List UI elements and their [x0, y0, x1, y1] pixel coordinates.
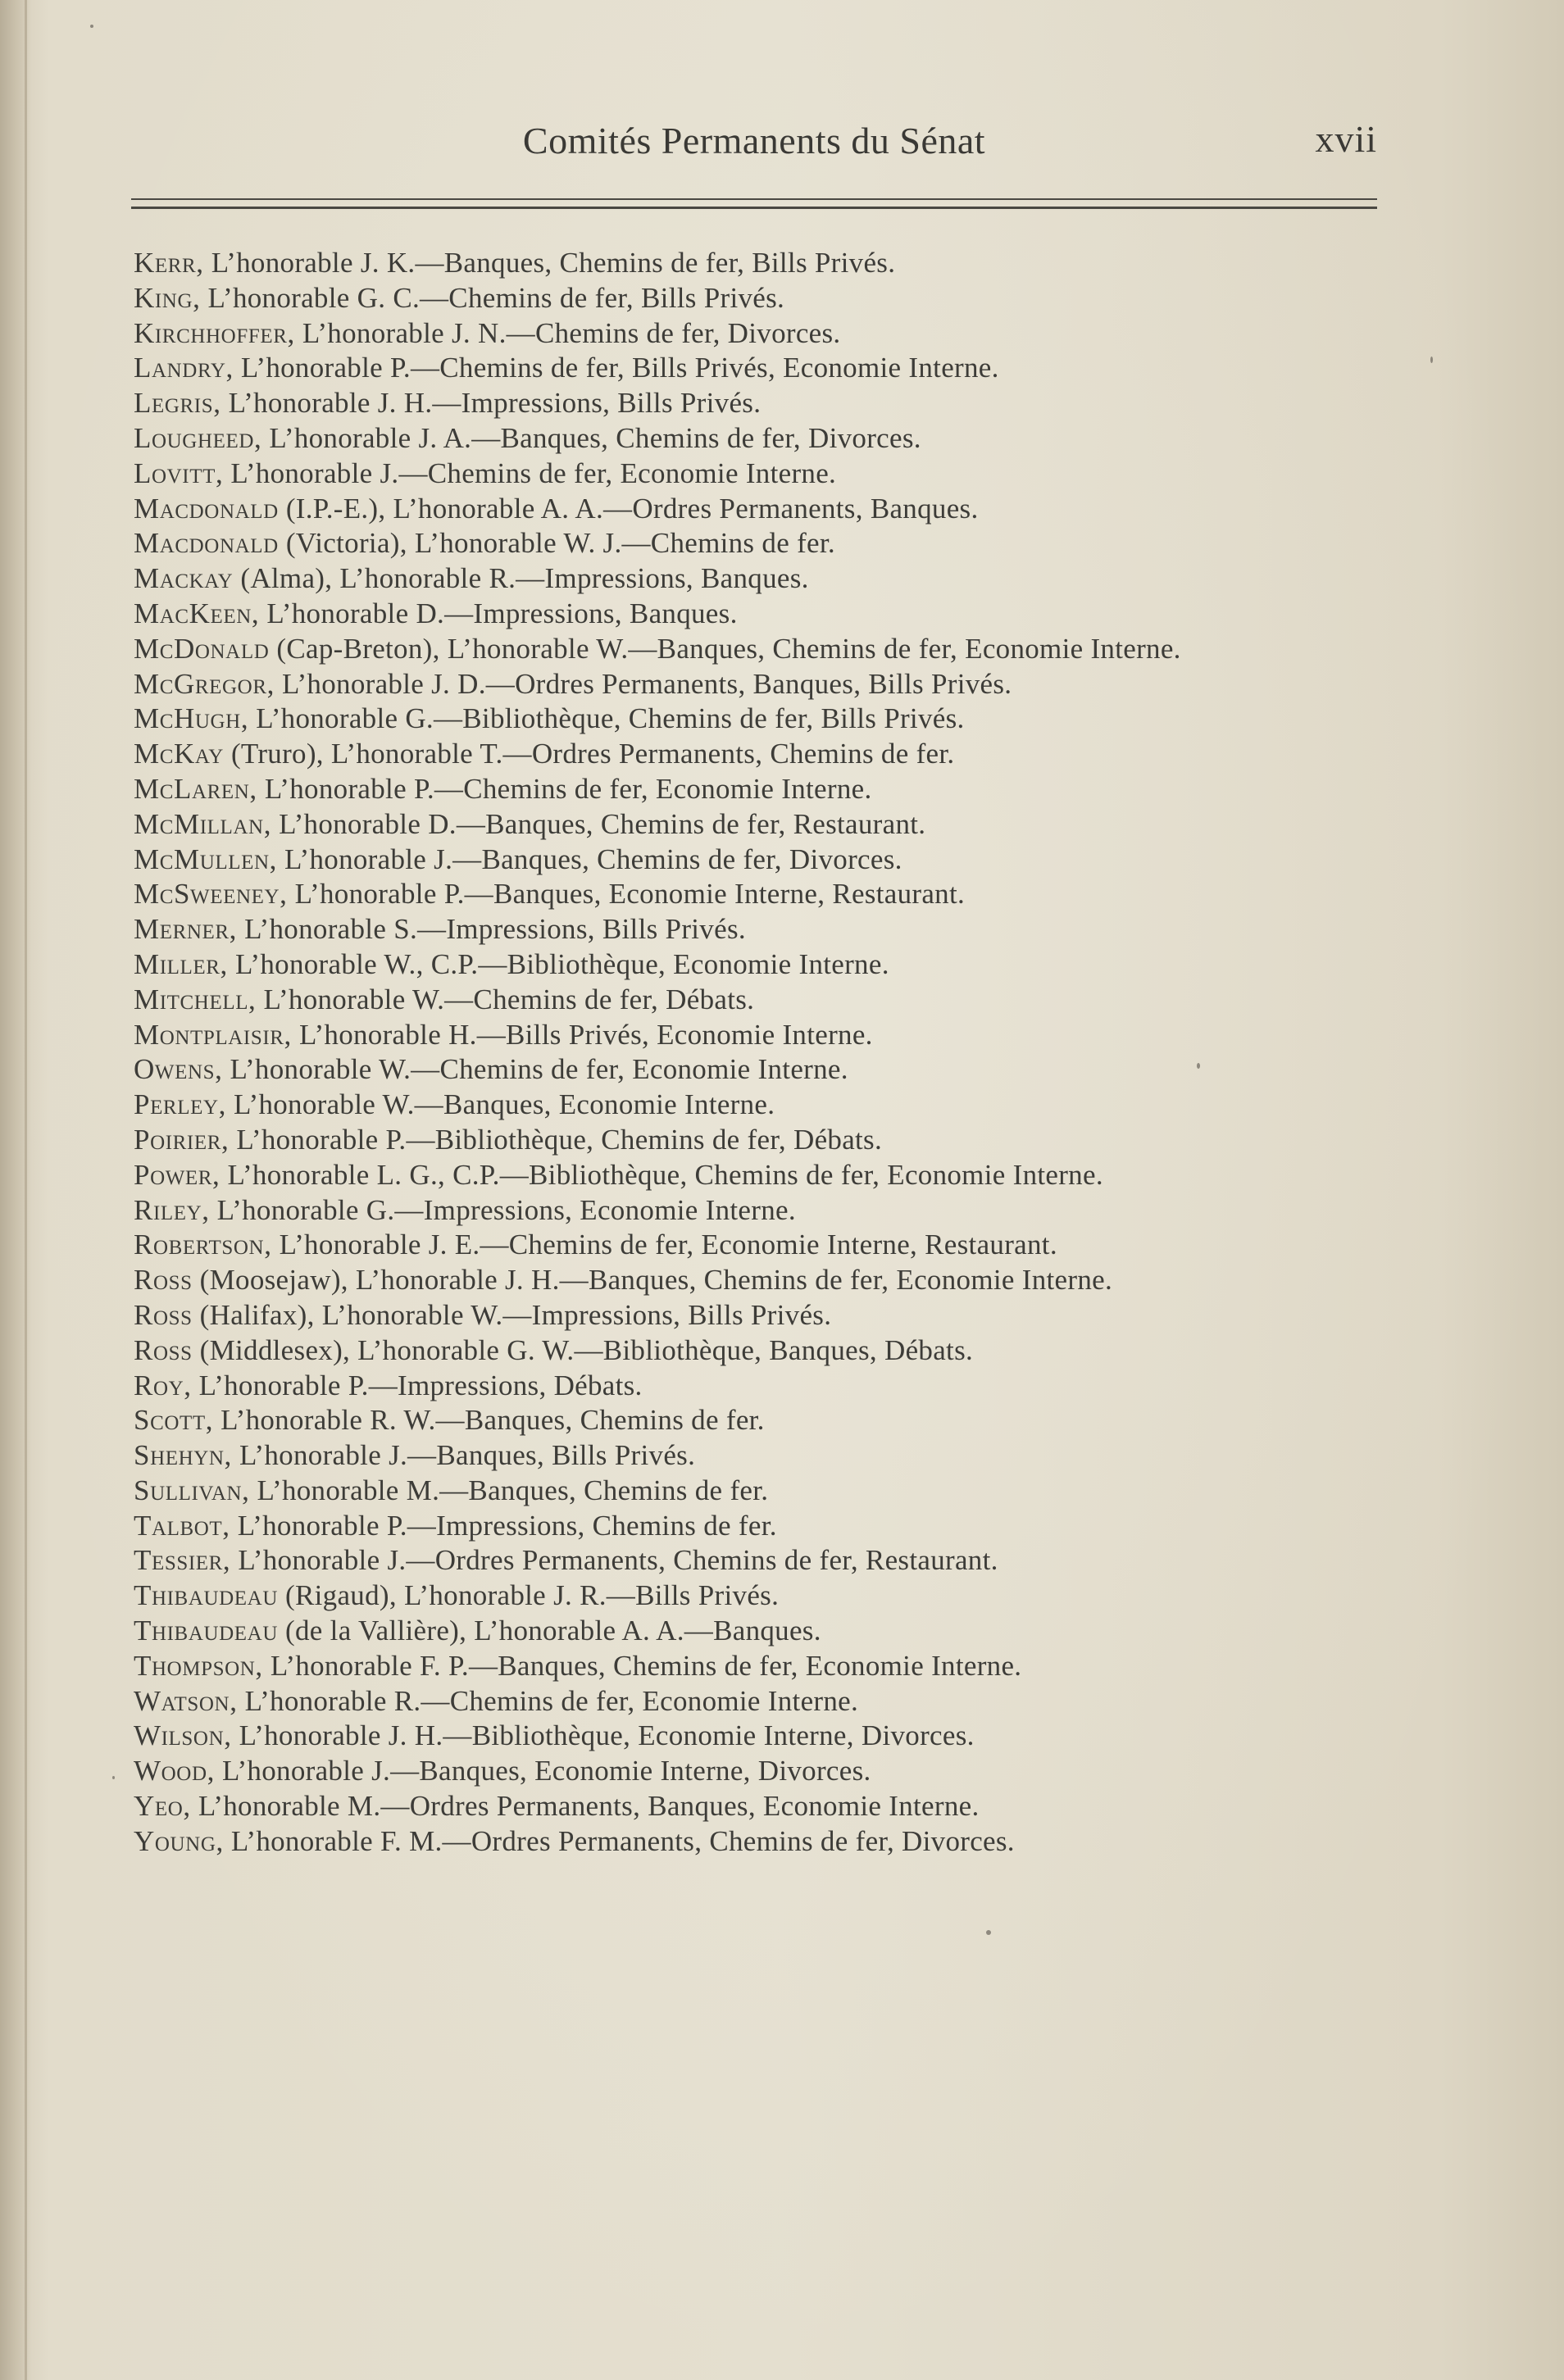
senator-name: McMullen, [134, 843, 277, 875]
committee-assignments: L’honorable R.—Chemins de fer, Economie Interne. [237, 1684, 859, 1717]
list-item [134, 1403, 1412, 1438]
senator-name: Kirchhoffer, [134, 316, 295, 349]
senator-name: McMillan, [134, 807, 272, 840]
senator-name: Young, [134, 1824, 224, 1857]
committee-assignments: (I.P.-E.), L’honorable A. A.—Ordres Permanents, Banques. [278, 492, 979, 525]
committee-assignments: L’honorable J. H.—Impressions, Bills Privés. [221, 387, 762, 420]
list-item [134, 421, 1412, 456]
senator-name: Landry, [134, 352, 234, 384]
committee-assignments: L’honorable P.—Bibliothèque, Chemins de fer, Débats. [229, 1123, 883, 1156]
committee-assignments: L’honorable P.—Impressions, Chemins de fer. [230, 1509, 777, 1542]
committee-assignments: (Moosejaw), L’honorable J. H.—Banques, Chemins de fer, Economie Interne. [192, 1264, 1113, 1297]
senator-name: Riley, [134, 1193, 210, 1226]
senator-name: Legris, [134, 387, 221, 420]
list-item [134, 1369, 1412, 1404]
committee-assignments: L’honorable G. C.—Chemins de fer, Bills Privés. [200, 281, 785, 314]
list-item [134, 526, 1412, 561]
list-item [134, 807, 1412, 843]
paper-speck [112, 1776, 115, 1779]
list-item [134, 667, 1412, 702]
senator-name: Yeo, [134, 1790, 191, 1823]
list-item [134, 1263, 1412, 1298]
list-item [134, 1754, 1412, 1789]
list-item [134, 1578, 1412, 1614]
committee-assignments: L’honorable P.—Banques, Economie Interne, Restaurant. [287, 878, 966, 911]
senator-name: McSweeney, [134, 878, 288, 911]
list-item [134, 1824, 1412, 1860]
committee-assignments: L’honorable J. E.—Chemins de fer, Economie Interne, Restaurant. [271, 1229, 1057, 1261]
list-item [134, 877, 1412, 912]
committee-assignments: L’honorable J. A.—Banques, Chemins de fer, Divorces. [261, 421, 921, 454]
list-item [134, 386, 1412, 421]
senator-name: McHugh, [134, 702, 249, 735]
senator-name: Roy, [134, 1369, 192, 1401]
list-item [134, 1474, 1412, 1509]
senator-name: Merner, [134, 913, 238, 946]
senator-name: Talbot, [134, 1509, 230, 1542]
committee-assignments: L’honorable J. K.—Banques, Chemins de fer, Bills Privés. [203, 247, 896, 279]
committee-assignments: L’honorable J.—Banques, Bills Privés. [231, 1439, 696, 1472]
senator-name: Wilson, [134, 1719, 232, 1752]
committee-assignments: L’honorable D.—Banques, Chemins de fer, Restaurant. [271, 807, 926, 840]
committee-assignments: (Cap-Breton), L’honorable W.—Banques, Chemins de fer, Economie Interne. [269, 632, 1181, 665]
senator-committee-list [134, 246, 1412, 1860]
committee-assignments: L’honorable J.—Ordres Permanents, Chemins de fer, Restaurant. [230, 1544, 998, 1577]
committee-assignments: (Middlesex), L’honorable G. W.—Bibliothèque, Banques, Débats. [192, 1333, 974, 1366]
committee-assignments: L’honorable J.—Banques, Chemins de fer, Divorces. [277, 843, 902, 875]
list-item [134, 1298, 1412, 1333]
committee-assignments: L’honorable M.—Banques, Chemins de fer. [249, 1474, 769, 1506]
list-item [134, 456, 1412, 492]
committee-assignments: L’honorable J. H.—Bibliothèque, Economie Interne, Divorces. [231, 1719, 975, 1752]
senator-name: Wood, [134, 1755, 215, 1787]
list-item [134, 912, 1412, 947]
list-item [134, 561, 1412, 597]
running-head [131, 119, 1377, 176]
gutter-line [25, 0, 27, 2380]
senator-name: Tessier, [134, 1544, 231, 1577]
list-item [134, 1438, 1412, 1474]
senator-name: King, [134, 281, 201, 314]
senator-name: McLaren, [134, 772, 257, 805]
committee-assignments: L’honorable G.—Bibliothèque, Chemins de fer, Bills Privés. [248, 702, 965, 735]
committee-assignments: L’honorable F. M.—Ordres Permanents, Chemins de fer, Divorces. [223, 1824, 1015, 1857]
list-item [134, 1649, 1412, 1684]
senator-name: Miller, [134, 947, 228, 980]
list-item [134, 1228, 1412, 1263]
list-item [134, 632, 1412, 667]
list-item [134, 702, 1412, 737]
committee-assignments: (Victoria), L’honorable W. J.—Chemins de fer. [278, 527, 835, 560]
list-item [134, 281, 1412, 316]
header-rule-thin [131, 198, 1377, 200]
senator-name: Poirier, [134, 1123, 230, 1156]
senator-name: Watson, [134, 1684, 238, 1717]
list-item [134, 1684, 1412, 1719]
senator-name: Macdonald [134, 492, 279, 525]
committee-assignments: L’honorable J. D.—Ordres Permanents, Banques, Bills Privés. [274, 667, 1012, 700]
senator-name: Power, [134, 1158, 221, 1191]
senator-name: Mackay [134, 562, 234, 595]
senator-name: MacKeen, [134, 597, 260, 629]
committee-assignments: L’honorable S.—Impressions, Bills Privés. [237, 913, 746, 946]
senator-name: McGregor, [134, 667, 275, 700]
committee-assignments: L’honorable J. N.—Chemins de fer, Divorces. [294, 316, 841, 349]
page-number: xvii [1315, 118, 1377, 160]
committee-assignments: L’honorable P.—Chemins de fer, Economie Interne. [257, 772, 872, 805]
list-item [134, 1088, 1412, 1123]
committee-assignments: L’honorable W.—Banques, Economie Interne. [225, 1088, 775, 1121]
list-item [134, 1614, 1412, 1649]
header-rule-thick [131, 207, 1377, 209]
senator-name: Scott, [134, 1404, 214, 1437]
paper-speck [1430, 357, 1433, 363]
list-item [134, 1052, 1412, 1088]
senator-name: Sullivan, [134, 1474, 250, 1506]
list-item [134, 1018, 1412, 1053]
senator-name: Kerr, [134, 247, 204, 279]
committee-assignments: L’honorable J.—Chemins de fer, Economie Interne. [223, 456, 837, 489]
list-item [134, 983, 1412, 1018]
senator-name: Lovitt, [134, 456, 224, 489]
senator-name: McKay [134, 738, 224, 770]
senator-name: Ross [134, 1298, 193, 1331]
committee-assignments: (Truro), L’honorable T.—Ordres Permanents, Chemins de fer. [223, 738, 955, 770]
committee-assignments: (Rigaud), L’honorable J. R.—Bills Privés. [277, 1579, 780, 1612]
list-item [134, 597, 1412, 632]
list-item [134, 492, 1412, 527]
running-title: Comités Permanents du Sénat [522, 120, 986, 161]
senator-name: Mitchell, [134, 983, 257, 1015]
committee-assignments: L’honorable D.—Impressions, Banques. [259, 597, 738, 629]
list-item [134, 1158, 1412, 1193]
list-item [134, 1193, 1412, 1229]
committee-assignments: (de la Vallière), L’honorable A. A.—Banques. [277, 1615, 821, 1647]
senator-name: Lougheed, [134, 421, 262, 454]
committee-assignments: L’honorable L. G., C.P.—Bibliothèque, Chemins de fer, Economie Interne. [220, 1158, 1103, 1191]
paper-speck [986, 1930, 991, 1935]
list-item [134, 1719, 1412, 1754]
committee-assignments: L’honorable H.—Bills Privés, Economie Interne. [291, 1018, 873, 1051]
committee-assignments: L’honorable W.—Chemins de fer, Débats. [256, 983, 755, 1015]
senator-name: Ross [134, 1264, 193, 1297]
paper-speck [1197, 1063, 1200, 1069]
senator-name: Owens, [134, 1053, 223, 1086]
senator-name: Macdonald [134, 527, 279, 560]
senator-name: Robertson, [134, 1229, 272, 1261]
list-item [134, 737, 1412, 772]
list-item [134, 772, 1412, 807]
list-item [134, 316, 1412, 352]
list-item [134, 1333, 1412, 1369]
list-item [134, 1789, 1412, 1824]
senator-name: Shehyn, [134, 1439, 232, 1472]
committee-assignments: L’honorable W.—Chemins de fer, Economie Interne. [222, 1053, 848, 1086]
senator-name: Perley, [134, 1088, 226, 1121]
list-item [134, 843, 1412, 878]
senator-name: Thibaudeau [134, 1579, 278, 1612]
senator-name: Ross [134, 1333, 193, 1366]
committee-assignments: (Halifax), L’honorable W.—Impressions, Bills Privés. [192, 1298, 832, 1331]
senator-name: Montplaisir, [134, 1018, 292, 1051]
committee-assignments: L’honorable J.—Banques, Economie Interne, Divorces. [214, 1755, 871, 1787]
list-item [134, 1509, 1412, 1544]
committee-assignments: L’honorable W., C.P.—Bibliothèque, Economie Interne. [227, 947, 889, 980]
senator-name: Thompson, [134, 1649, 263, 1682]
committee-assignments: L’honorable R. W.—Banques, Chemins de fer. [213, 1404, 765, 1437]
committee-assignments: L’honorable P.—Chemins de fer, Bills Privés, Economie Interne. [233, 352, 999, 384]
senator-name: Thibaudeau [134, 1615, 278, 1647]
list-item [134, 947, 1412, 983]
committee-assignments: L’honorable G.—Impressions, Economie Interne. [209, 1193, 796, 1226]
committee-assignments: L’honorable F. P.—Banques, Chemins de fer, Economie Interne. [262, 1649, 1022, 1682]
list-item [134, 1543, 1412, 1578]
list-item [134, 351, 1412, 386]
committee-assignments: (Alma), L’honorable R.—Impressions, Banques. [233, 562, 809, 595]
committee-assignments: L’honorable P.—Impressions, Débats. [191, 1369, 643, 1401]
list-item [134, 246, 1412, 281]
senator-name: McDonald [134, 632, 270, 665]
paper-speck [90, 25, 93, 28]
committee-assignments: L’honorable M.—Ordres Permanents, Banques, Economie Interne. [190, 1790, 980, 1823]
list-item [134, 1123, 1412, 1158]
